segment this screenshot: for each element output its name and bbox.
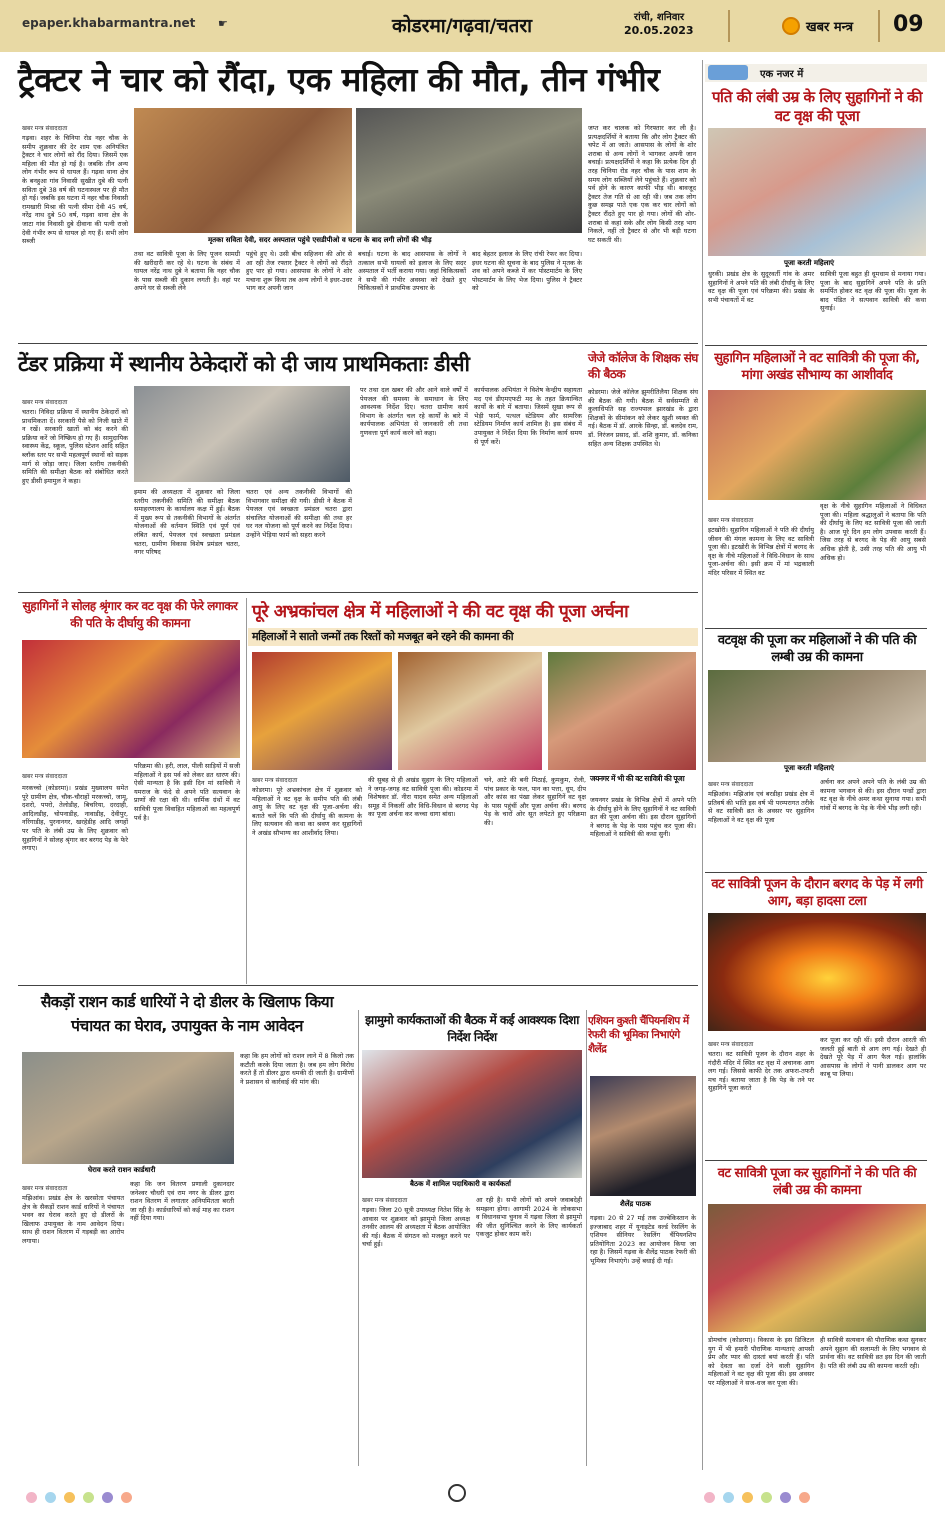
issue-date: 20.05.2023 xyxy=(624,24,694,37)
tender-col-2: इमाम की अध्यक्षता में शुक्रवार को जिला स्तरीय तकनीकी समिति की समीक्षा बैठक समाहरणालय के कार्यालय कक्ष में हुई। बैठक में मुख्य रूप से तकनीकी विभागों के अंतर्गत योजनाओं की वर्तमान स्थिति एवं पूर्ण एवं लंबित कार्य, पेयजल एवं स्वच्छता प्रमंडल चतरा, ग्रामीण विकास विशेष प्रमंडल चतरा, नगर परिषद xyxy=(134,488,243,557)
section-title: कोडरमा/गढ़वा/चतरा xyxy=(392,15,533,37)
ration-col-3: कहा कि हम लोगों को राशन लाने में 8 किलो तक कटौती करके दिया जाता है। जब हम लोग विरोध करते हैं तो डीलर द्वारा धमकी दी जाती है। ग्रामीणों ने प्रशासन से कार्रवाई की मांग की। xyxy=(240,1052,357,1086)
abhrak-photo-1 xyxy=(252,652,392,770)
registration-dot xyxy=(26,1492,37,1503)
jj-col-1: कोडरमा। जेजे कॉलेज झुमरीतिलैया शिक्षक संघ की बैठक की गयी। बैठक में सर्वसम्मति से कुलाधिपति सह राज्यपाल झारखंड के द्वारा शिक्षकों के सीमांकन को लेकर खुशी व्यक्त की गई। बैठक में डॉ. आरके सिन्हा, डॉ. बलदेव राम, डॉ. निरंजन प्रसाद, डॉ. शशि कुमार, डॉ. कनिका सहित अन्य शिक्षक उपस्थित थे। xyxy=(588,388,701,448)
abhrak-col-3: चने, आटे की बनी मिठाई, कुमकुम, रोली, पांच प्रकार के फल, पान का पत्ता, धूप, दीप और कांस का पंखा लेकर सुहागिनें वट वृक्ष के पास पहुंचीं और पूजा अर्चना की। बरगद पेड़ के चारों ओर सूत लपेटते हुए परिक्रमा की। xyxy=(484,776,589,827)
header-divider xyxy=(878,10,880,42)
sidebar-s4-byline: खबर मन्त्र संवाददाता xyxy=(708,1041,754,1048)
sidebar-tag: एक नजर में xyxy=(760,69,804,80)
tender-headline: टेंडर प्रक्रिया में स्थानीय ठेकेदारों को दी जाय प्राथमिकताः डीसी xyxy=(18,352,470,376)
athlete-photo xyxy=(590,1076,696,1196)
divider xyxy=(705,628,927,629)
jmm-headline: झामुमो कार्यकताओं की बैठक में कई आवश्यक दिशा निर्देश निर्देश xyxy=(365,1013,579,1044)
sidebar-s4-col-2: कर पूजा कर रही थीं। इसी दौरान आरती की जलती हुई बाती से आग लग गई। देखते ही देखते पूरे पेड़ में आग फैल गई। हालांकि आसपास के लोगों ने पानी डालकर आग पर काबू पा लिया। xyxy=(820,1036,929,1079)
registration-dot xyxy=(45,1492,56,1503)
lead-col-5: बाद बेहतर इलाज के लिए रांची रेफर कर दिया। इधर घटना की सूचना के बाद पुलिस ने मृतक के शव को अपने कब्जे में कर पोस्टमार्टम के लिए पोस्टमार्टम के लिए भेज दिया। पुलिस ने ट्रैक्टर को xyxy=(472,250,585,293)
sidebar-globe-icon xyxy=(708,65,748,80)
lead-col-1: गढ़वा। शहर के चिनिया रोड नहर चौक के समीप शुक्रवार की देर शाम एक अनियंत्रित ट्रैक्टर ने चार लोगों को रौंद दिया। जिसमें एक महिला की मौत हो गई है। जबकि तीन अन्य लोग गंभीर रूप से घायल हैं। गढ़वा थाना क्षेत्र के बनहुआ गांव निवासी सुखीत दुबे की पत्नी सविता दुबे 38 वर्ष की घटनास्थल पर ही मौत हो गई। जबकि इस घटना में नहर चौक निवासी रामखारी मिश्रा की पत्नी सीमा देवी 45 वर्ष, नरेंद्र नाथ दुबे 50 वर्ष, गढ़वा थाना क्षेत्र के जाटा गांव निवासी दुबे दीवाना की पत्नी राजो देवी गंभीर रूप से घायल हो गए हैं। सभी लोग सब्जी xyxy=(22,134,131,246)
jmm-byline: खबर मन्त्र संवाददाता xyxy=(362,1197,408,1204)
abhrak-col-4-head: जयनगर में भी की वट सावित्री की पूजा xyxy=(590,774,685,783)
ration-col-1: मझिआंव। प्रखंड क्षेत्र के खरसोता पंचायत क्षेत्र के सैकड़ों राशन कार्ड धारियों ने पंचायत भवन का घेराव करते हुए दो डीलरों के खिलाफ उपायुक्त के नाम आवेदन दिया। साथ ही राशन वितरण में गड़बड़ी का आरोप लगाया। xyxy=(22,1194,127,1245)
lead-col-4: बचाई। घटना के बाद आसपास के लोगों ने तत्काल सभी घायलों को इलाज के लिए सदर अस्पताल में भर्ती कराया गया। जहां चिकित्सकों ने सभी की गंभीर अवस्था को देखते हुए चिकित्सकों ने प्राथमिक उपचार के xyxy=(358,250,469,293)
sidebar-s4-headline: वट सावित्री पूजन के दौरान बरगद के पेड़ में लगी आग, बड़ा हादसा टला xyxy=(711,877,923,909)
sidebar-s2-col-1: इटखोरी। सुहागिन महिलाओं ने पति की दीर्घायु जीवन की मंगल कामना के लिए वट सावित्री पूजा की। इटखोरी के विभिन्न क्षेत्रों में बरगद के वृक्ष के नीचे महिलाओं ने विधि-विधान के साथ पूजा-अर्चना की। इसी क्रम में मां भद्रकाली मंदिर परिसर में स्थित वट xyxy=(708,526,817,577)
divider xyxy=(18,343,698,344)
brand-name: खबर मन्त्र xyxy=(806,20,854,35)
lead-col-2: तथा वट सावित्री पूजा के लिए पूजन सामग्री की खरीदारी कर रहे थे। घटना के संबंध में घायल नरेंद्र नाथ दुबे ने बताया कि नहर चौक के पास सब्जी की दुकान लगती है। वहां पर अपने घर से सब्जी लेने xyxy=(134,250,243,293)
lead-col-3: पहुंचे हुए थे। उसी बीच सहिजना की ओर से आ रही तेज रफ्तार ट्रैक्टर ने लोगों को रौंदते हुए पार हो गया। आसपास के लोगों ने शोर मचाना शुरू किया तब अन्य लोगों ने इधर-उधर भाग कर अपनी जान xyxy=(246,250,355,293)
sidebar-s3-byline: खबर मन्त्र संवाददाता xyxy=(708,781,754,788)
shringar-col-1: मरकच्चो (कोडरमा)। प्रखंड मुख्यालय समेत पूरे ग्रामीण क्षेत्र, चौक-चौराहों मरकच्चो, जामू, दशरो, पपरो, तेलोडीह, बिचरिया, दरदाही, आदिलडीह, चोपनाडीह, नावाडीह, देवीपुर, नरिंगाडीह, पुरनानगर, खरहेडीह आदि जगहों पर पति के लंबी उम्र के लिए शुक्रवार को सुहागिनों ने सोलह श्रृंगार कर बरगद पेड़ के फेरे लगाए। xyxy=(22,784,131,853)
tender-photo-dc xyxy=(134,386,350,482)
athlete-photo-caption: शैलेंद्र पाठक xyxy=(620,1200,651,1208)
tender-col-5: कार्यपालक अभियंता ने विशेष केन्द्रीय सहायता मद एवं डीएमएफटी मद के तहत क्रियान्वित कार्यों के बारे में बताया। जिसमें सुखा रूप से भेड़ी फार्म, पत्थल स्टेडियम और सामरिक स्टेडियम निर्माण कार्य शामिल है। इस संबंध में उपायुक्त ने निर्देश दिया कि निर्माण कार्य समय से पूर्ण करें। xyxy=(474,386,585,446)
shringar-photo xyxy=(22,640,240,758)
ration-photo-caption: घेराव करते राशन कार्डधारी xyxy=(88,1166,156,1174)
jj-headline: जेजे कॉलेज के शिक्षक संघ की बैठक xyxy=(588,351,698,381)
footer-crosshair-icon xyxy=(448,1484,466,1502)
ration-photo xyxy=(22,1052,234,1164)
registration-dot xyxy=(704,1492,715,1503)
sidebar-s2-headline: सुहागिन महिलाओं ने वट सावित्री की पूजा की, मांगा अखंड सौभाग्य का आशीर्वाद xyxy=(714,351,920,383)
jmm-col-1: गढ़वा। जिला 20 सूत्री उपाध्यक्ष नितेश सिंह के आवास पर शुक्रवार को झामुमो जिला अध्यक्ष तनवीर आलम की अध्यक्षता में बैठक आयोजित की गई। बैठक में संगठन को मजबूत करने पर चर्चा हुई। xyxy=(362,1206,473,1249)
footer-dots-right xyxy=(700,1488,920,1502)
page-number: 09 xyxy=(893,12,924,37)
sidebar-s3-col-1: मझिआंव। मझिआंव एवं बरडीहा प्रखंड क्षेत्र में प्रतिवर्ष की भांति इस वर्ष भी परम्परागत तरीके से वट सावित्री व्रत के अवसर पर सुहागिन महिलाओं ने वट वृक्ष की पूजा xyxy=(708,790,817,824)
city-day: रांची, शनिवार xyxy=(634,12,685,23)
abhrak-photo-3 xyxy=(548,652,696,770)
registration-dot xyxy=(723,1492,734,1503)
column-divider xyxy=(246,598,247,984)
lead-byline: खबर मन्त्र संवाददाता xyxy=(22,125,68,132)
registration-dot xyxy=(83,1492,94,1503)
column-divider xyxy=(358,1010,359,1466)
abhrak-headline: पूरे अभ्रकांचल क्षेत्र में महिलाओं ने की वट वृक्ष की पूजा अर्चना xyxy=(252,602,629,622)
sidebar-s3-photo xyxy=(708,670,926,762)
sidebar-s3-headline: वटवृक्ष की पूजा कर महिलाओं ने की पति की लम्बी उम्र की कामना xyxy=(717,633,917,665)
shringar-byline: खबर मन्त्र संवाददाता xyxy=(22,773,68,780)
registration-dot xyxy=(64,1492,75,1503)
registration-dot xyxy=(121,1492,132,1503)
sidebar-s1-col-2: सावित्री पूजा बहुत ही धूमधाम से मनाया गया। पूजा के बाद सुहागिनें अपने पति के प्रति समर्पित होकर वट वृक्ष की पूजा की। पूजा के बाद पंडित ने सत्यवान सावित्री की कथा सुनाई। xyxy=(820,270,929,313)
footer-dots-left xyxy=(22,1488,222,1502)
sidebar-s5-headline: वट सावित्री पूजा कर सुहागिनों ने की पति की लंबी उम्र की कामना xyxy=(717,1166,917,1198)
lead-photo-caption: मृतका सविता देवी, सदर अस्पताल पहुंचे एसडीपीओ व घटना के बाद लगी लोगों की भीड़ xyxy=(208,236,432,244)
abhrak-photo-2 xyxy=(398,652,542,770)
sidebar-s5-col-1: डोमचांच (कोडरमा)। विकास के इस डिजिटल युग में भी हमारी पौराणिक मान्यताएं आपसी प्रेम और प्यार की दास्तां बयां करती हैं। पति को देवता का दर्जा देने वाली सुहागिन महिलाओं ने वट वृक्ष की पूजा की। इस अवसर पर महिलाओं ने सज-धज कर पूजा की। xyxy=(708,1336,817,1387)
sidebar-s1-col-1: धुरकी। प्रखंड क्षेत्र के सुदूरवर्ती गांव के अमर सुहागिनों ने अपने पति की लंबी दीर्घायु के लिए वट वृक्ष की पूजा एवं परिक्रमा की। प्रखंड के सभी पंचायतों में वट xyxy=(708,270,817,304)
divider xyxy=(705,345,927,346)
abhrak-byline: खबर मन्त्र संवाददाता xyxy=(252,777,298,784)
registration-dot xyxy=(102,1492,113,1503)
shringar-col-2: परिक्रमा की। हरी, लाल, पीली साड़ियों में सजी महिलाओं ने इस पर्व को लेकर व्रत धारण की। ऐसी मान्यता है कि इसी दिन मां सावित्री ने यमराज के फंदे से अपने पति सत्यवान के प्राणों की रक्षा की थी। धार्मिक ग्रंथों में वट सावित्री पूजा विवाहित महिलाओं का महत्वपूर्ण पर्व है। xyxy=(134,762,243,822)
sidebar-s2-byline: खबर मन्त्र संवाददाता xyxy=(708,517,754,524)
jmm-photo-caption: बैठक में शामिल पदाधिकारी व कार्यकर्ता xyxy=(410,1180,511,1188)
jmm-photo xyxy=(362,1050,582,1178)
tender-byline: खबर मन्त्र संवाददाता xyxy=(22,399,68,406)
divider xyxy=(18,985,698,986)
column-divider xyxy=(586,1010,587,1466)
divider xyxy=(705,1160,927,1161)
divider xyxy=(705,872,927,873)
jmm-col-2: आ रही है। सभी लोगों को अपने जवाबदेही समझना होगा। आगामी 2024 के लोकसभा व विधानसभा चुनाव में गढ़वा जिला से झामुमो की जीत सुनिश्चित करने के लिए कार्यकर्ता एकजुट होकर काम करें। xyxy=(476,1196,585,1239)
athlete-headline: एशियन कुश्ती चैंपियनशिप में रेफरी की भूमिका निभाएंगे शैलेंद्र xyxy=(588,1015,689,1055)
athlete-col-1: गढ़वा। 20 से 27 मई तक उज्बेकिस्तान के इज्जाबाद शहर में यूनाइटेड वर्ल्ड रेसलिंग के एशियन सीनियर रेसलिंग चैंपियनशिप प्रतियोगिता 2023 का आयोजन किया जा रहा है। जिसमें गढ़वा के शैलेंद्र पाठक रेफरी की भूमिका निभाएंगे। उन्हें बधाई दी गई। xyxy=(590,1214,699,1265)
cursor-icon: ☛ xyxy=(218,17,228,30)
abhrak-col-4: जयनगर प्रखंड के विभिन्न क्षेत्रों में अपने पति के दीर्घायु होने के लिए सुहागिनों ने वट सावित्री व्रत की पूजा अर्चना की। इस दौरान सुहागिनों ने बरगद के पेड़ के पास पहुंच कर पूजा की। महिलाओं ने सावित्री की कथा सुनी। xyxy=(590,796,699,839)
lead-photo-victim xyxy=(134,108,352,233)
lead-headline: ट्रैक्टर ने चार को रौंदा, एक महिला की मौत, तीन गंभीर xyxy=(18,60,660,99)
lead-photo-crowd xyxy=(356,108,582,233)
tender-col-1: चतरा। निविदा प्रक्रिया में स्थानीय ठेकेदारों को प्राथमिकता दें। सरकारी पैसे को निजी खाते में न रखें। सरकारी खातों को बंद करने की प्रक्रिया करें जो निष्क्रिय हो गए हैं। सामुदायिक स्वास्थ्य केंद्र, स्कूल, पुलिस स्टेशन आदि सहित ब्लॉक स्तर पर सभी महत्वपूर्ण स्थानों को सड़क मार्ग से जोड़ा जाए। जिला स्तरीय तकनीकी समिति की समीक्षा बैठक को संबोधित करते हुए डीसी इमामुल ने कहा। xyxy=(22,408,131,485)
registration-dot xyxy=(761,1492,772,1503)
registration-dot xyxy=(780,1492,791,1503)
sidebar-s1-caption: पूजा करती महिलाएं xyxy=(784,259,835,267)
sidebar-s1-headline: पति की लंबी उम्र के लिए सुहागिनों ने की वट वृक्ष की पूजा xyxy=(711,88,923,125)
sidebar-s5-col-2: ही सावित्री सत्यवान की पौराणिक कथा सुनकर अपने सुहाग की सलामती के लिए भगवान से प्रार्थना की। वट सावित्री व्रत इस दिन की जाती है। पति की लंबी उम्र की कामना करती रही। xyxy=(820,1336,929,1370)
abhrak-subhead: महिलाओं ने सातो जन्मों तक रिश्तों को मजबूत बने रहने की कामना की xyxy=(252,630,514,643)
sidebar-s3-col-2: अर्चना कर अपने अपने पति के लंबी उम्र की कामना भगवान से की। इस दौरान पन्डों द्वारा वट वृक्ष के नीचे अमर कथा सुनाया गया। सभी गांवों में बरगद के पेड़ के नीचे भीड़ लगी रही। xyxy=(820,778,929,812)
registration-dot xyxy=(742,1492,753,1503)
sidebar-s4-fire-photo xyxy=(708,913,926,1031)
sidebar-s4-col-1: चतरा। वट सावित्री पूजन के दौरान शहर के गंदौरी मंदिर में स्थित वट वृक्ष में अचानक आग लग गई। जिससे काफी देर तक अफरा-तफरी मच गई। बताया जाता है कि पेड़ के तने पर सुहागिनें पूजा करते xyxy=(708,1050,817,1093)
tender-col-3: चतरा एवं अन्य तकनीकी विभागों की विभागवार समीक्षा की गयी। डीसी ने बैठक में पेयजल एवं स्वच्छता प्रमंडल चतरा द्वारा संचालित योजनाओं की समीक्षा की तथा हर घर नल योजना को पूर्ण करने का निर्देश दिया। उन्होंने भेड़िया फार्म को सहरा करने xyxy=(246,488,355,539)
registration-dot xyxy=(799,1492,810,1503)
header-divider xyxy=(728,10,730,42)
sidebar-s3-caption: पूजा करती महिलाएं xyxy=(784,764,835,772)
sidebar-s1-photo xyxy=(708,128,926,256)
brand-logo-icon xyxy=(782,17,800,35)
sidebar-s5-photo xyxy=(708,1204,926,1332)
abhrak-col-2: की सुबह से ही अखंड सुहाग के लिए महिलाओं ने जगह-जगह वट सावित्री पूजा की। कोडरमा में विशेषकर डॉ. नीरा यादव समेत अन्य महिलाओं समूह में निकलीं और विधि-विधान से बरगद पेड़ का पूजा अर्चना कर कच्चा धागा बांधा। xyxy=(368,776,481,819)
ration-headline: सैकड़ों राशन कार्ड धारियों ने दो डीलर के खिलाफ किया पंचायत का घेराव, उपायुक्त के नाम आवेदन xyxy=(40,993,334,1035)
website-url[interactable]: epaper.khabarmantra.net xyxy=(22,16,196,30)
shringar-headline: सुहागिनों ने सोलह श्रृंगार कर वट वृक्ष की फेरे लगाकर की पति के दीर्घायु की कामना xyxy=(22,599,238,630)
tender-col-4: पर तथा दल खबर की और आने वाले वर्षों में पेयजल की समस्या के समाधान के लिए आवश्यक निर्देश दिए। चतरा ग्रामीण कार्य विभाग के अंतर्गत चल रहे कार्यों के बारे में कार्यपालक अभियंता से जानकारी ली तथा गुणवत्ता पूर्ण कार्य करने को कहा। xyxy=(360,386,471,437)
lead-col-6: जप्त कर चालक को गिरफ्तार कर ली है। प्रत्यक्षदर्शियों ने बताया कि और लोग ट्रैक्टर की चपेट में आ जाते। आसपास के लोगों के शोर शराबा से अन्य लोगों ने भागकर अपनी जान बचाई। प्रत्यक्षदर्शियों ने कहा कि प्रत्येक दिन ही तरह चिनिया रोड नहर चौक के पास शाम के समय लोग सब्जियाँ लेने पहुंचते हैं। शुक्रवार को पर्व होने के कारण काफी भीड़ थी। बावजूद ट्रैक्टर तेज गति से आ रही थी। जब तक लोग कुछ समझ पाते एक एक कर चार लोगों को ट्रैक्टर रौंदते हुए पार हो गया। लोगों की शोर-शराबा से कहां सके और लोग किसी तरह भाग निकले, नहीं तो ट्रैक्टर से और भी बड़ी घटना घट सकती थी। xyxy=(588,124,699,244)
ration-byline: खबर मन्त्र संवाददाता xyxy=(22,1185,68,1192)
sidebar-s2-photo xyxy=(708,390,926,500)
sidebar-s2-col-2: वृक्ष के नीचे सुहागिन महिलाओं ने विधिवत पूजा की। महिला श्रद्धालुओं ने बताया कि पति की दीर्घायु के लिए वट सावित्री पूजा की जाती है। आज पूरे दिन हम लोग उपवास करती हैं। जिस तरह से बरगद के पेड़ की आयु सबसे अधिक होती है, उसी तरह पति की आयु भी अधिक हो। xyxy=(820,502,929,562)
divider xyxy=(18,592,698,593)
ration-col-2: कहा कि जन वितरण प्रणाली दुकानदार जनेश्वर चौधरी एवं राम नगर के डीलर द्वारा राशन वितरण में लगातार अनियमितता बरती जा रही है। कार्डधारियों को कई माह का राशन नहीं दिया गया। xyxy=(130,1180,237,1223)
abhrak-col-1: कोडरमा। पूरे अभ्रकांचल क्षेत्र में शुक्रवार को महिलाओं ने वट वृक्ष के समीप पति की लंबी आयु के लिए वट वृक्ष की पूजा-अर्चना की। बताते चलें कि पति की दीर्घायु की कामना के लिए सत्यवान की कथा का श्रवण कर सुहागिनों ने अखंड सौभाग्य का आशीर्वाद लिया। xyxy=(252,786,365,837)
column-divider xyxy=(702,60,703,1470)
